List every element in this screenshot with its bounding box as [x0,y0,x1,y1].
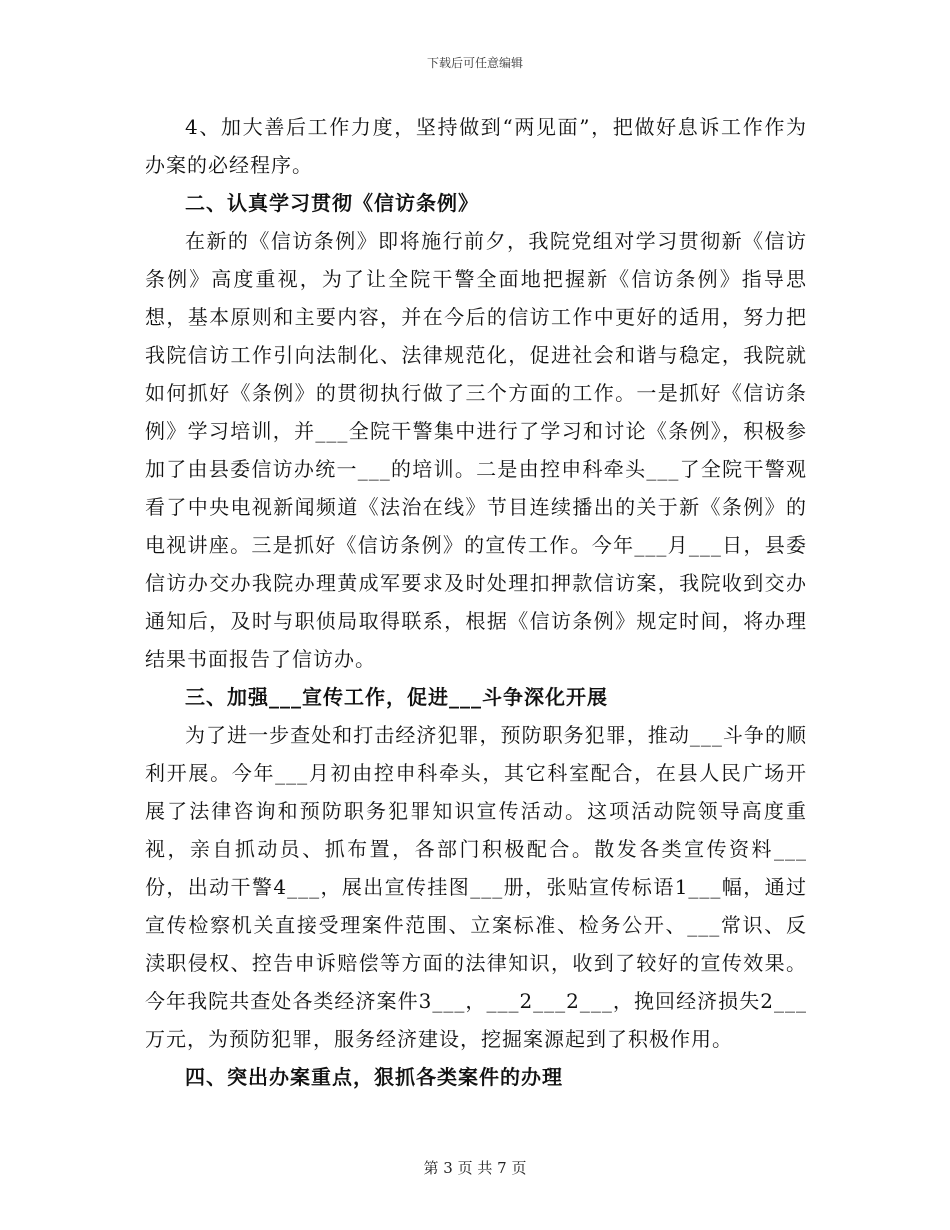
paragraph-aftercare: 4、加大善后工作力度，坚持做到“两见面”，把做好息诉工作作为办案的必经程序。 [145,115,807,177]
section-heading-study-regulations: 二、认真学习贯彻《信访条例》 [185,191,479,215]
section-heading-case-handling: 四、突出办案重点，狠抓各类案件的办理 [185,1065,563,1089]
document-body [145,108,807,1096]
section-heading-publicity: 三、加强___宣传工作，促进___斗争深化开展 [185,685,608,709]
paragraph-publicity: 为了进一步查处和打击经济犯罪，预防职务犯罪，推动___斗争的顺利开展。今年___月初由控申科牵头，其它科室配合，在县人民广场开展了法律咨询和预防职务犯罪知识宣传活动。这项活动院领导高度重视，亲自抓动员、抓布置，各部门积极配合。散发各类宣传资料___份，出动干警4___，展出宣传挂图___册，张贴宣传标语1___幅，通过宣传检察机关直接受理案件范围、立案标准、检务公开、___常识、反渎职侵权、控告申诉赔偿等方面的法律知识，收到了较好的宣传效果。今年我院共查处各类经济案件3___，___2___2___，挽回经济损失2___万元，为预防犯罪，服务经济建设，挖掘案源起到了积极作用。 [145,723,807,1051]
paragraph-study-regulations: 在新的《信访条例》即将施行前夕，我院党组对学习贯彻新《信访条例》高度重视，为了让全院干警全面地把握新《信访条例》指导思想，基本原则和主要内容，并在今后的信访工作中更好的适用，努力把我院信访工作引向法制化、法律规范化，促进社会和谐与稳定，我院就如何抓好《条例》的贯彻执行做了三个方面的工作。一是抓好《信访条例》学习培训，并___全院干警集中进行了学习和讨论《条例》，积极参加了由县委信访办统一___的培训。二是由控申科牵头___了全院干警观看了中央电视新闻频道《法治在线》节目连续播出的关于新《条例》的电视讲座。三是抓好《信访条例》的宣传工作。今年___月___日，县委信访办交办我院办理黄成军要求及时处理扣押款信访案，我院收到交办通知后，及时与职侦局取得联系，根据《信访条例》规定时间，将办理结果书面报告了信访办。 [145,229,807,671]
page-header-note: 下载后可任意编辑 [426,56,523,70]
page-number-footer: 第 3 页 共 7 页 [423,1159,527,1177]
